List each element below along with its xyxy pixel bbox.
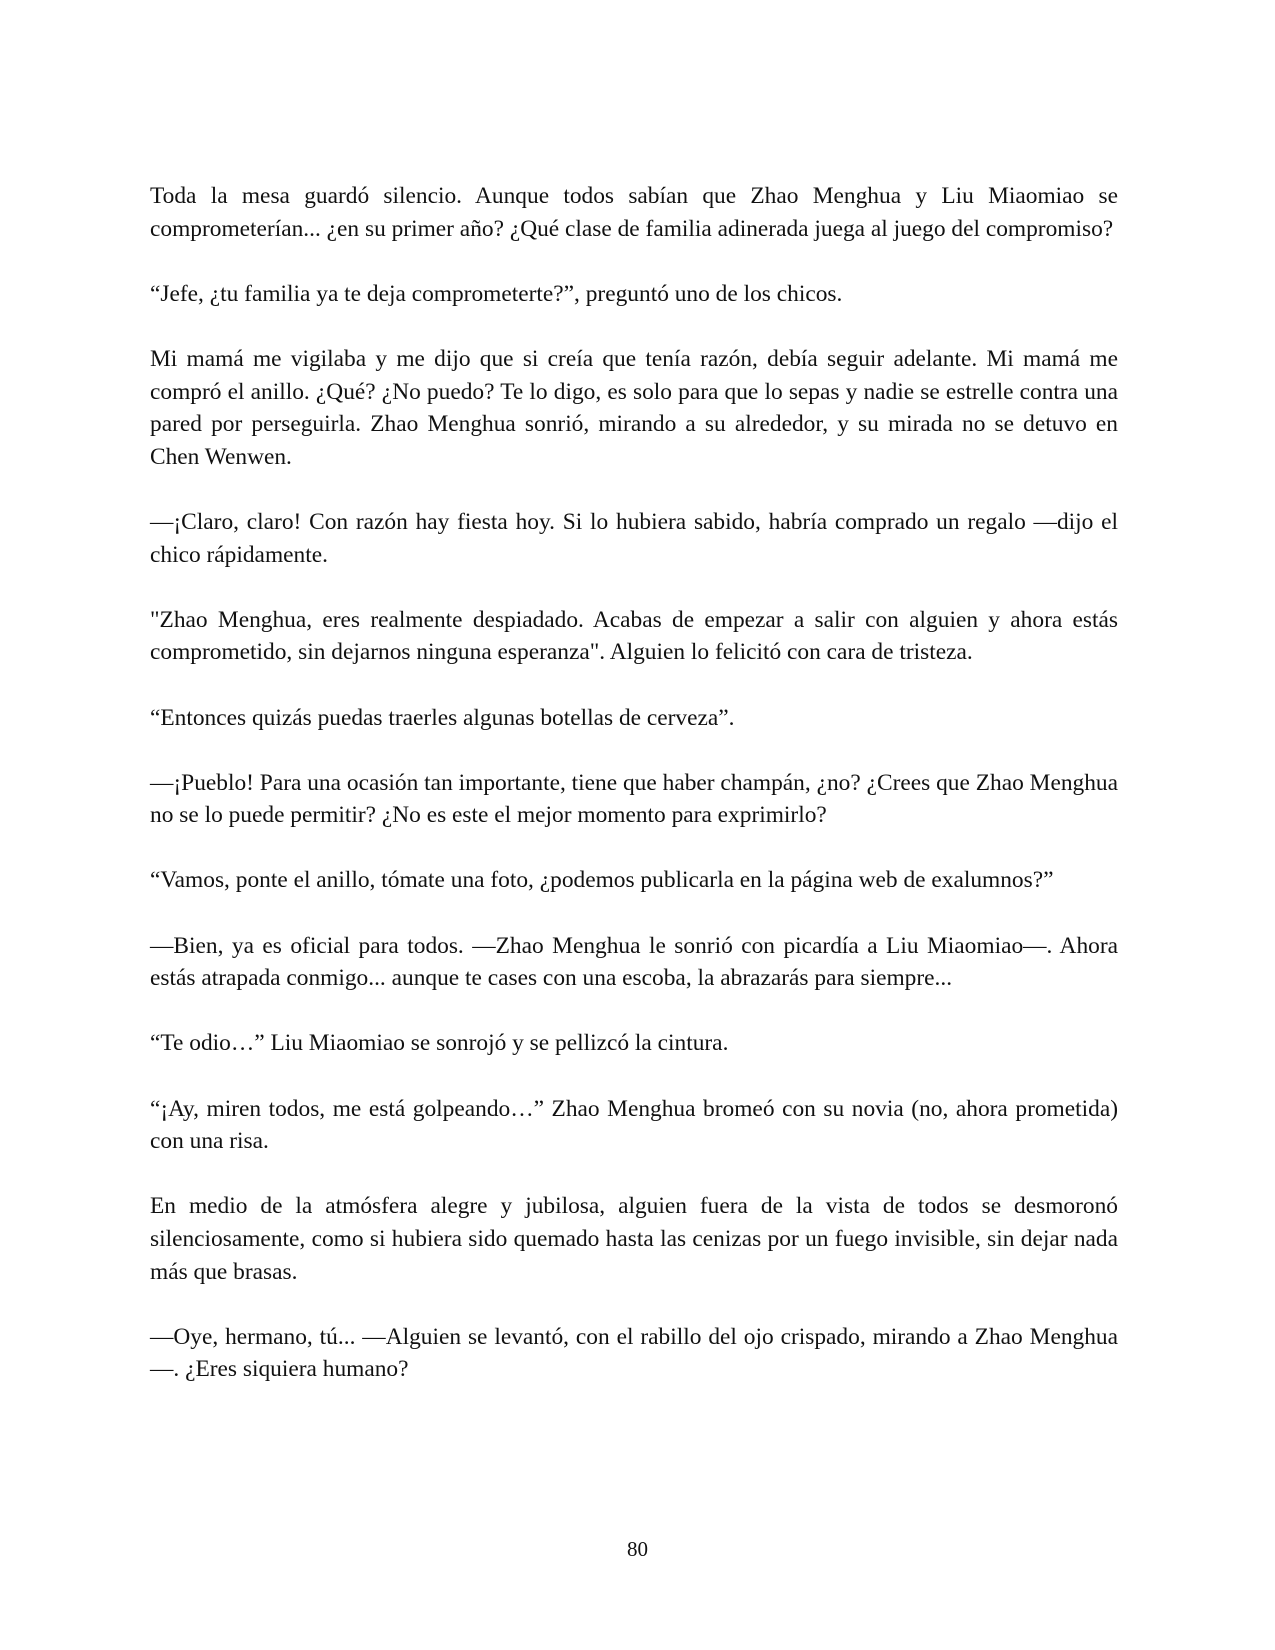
paragraph: Mi mamá me vigilaba y me dijo que si creía que tenía razón, debía seguir adelante. Mi mamá me compró el anillo. ¿Qué? ¿No puedo? Te lo digo, es solo para que lo sepas y nadie se estrelle contra una pared por perseguirla. Zhao Menghua sonrió, mirando a su alrededor, y su mirada no se detuvo en Chen Wenwen.	[150, 345, 1118, 470]
paragraph: —¡Claro, claro! Con razón hay fiesta hoy. Si lo hubiera sabido, habría comprado un regalo —dijo el chico rápidamente.	[150, 508, 1118, 568]
paragraph: “Vamos, ponte el anillo, tómate una foto, ¿podemos publicarla en la página web de exalumnos?”	[150, 867, 1054, 894]
paragraph: “Entonces quizás puedas traerles algunas botellas de cerveza”.	[150, 704, 735, 731]
body-text	[150, 180, 1118, 1386]
paragraph: —Oye, hermano, tú... —Alguien se levantó, con el rabillo del ojo crispado, mirando a Zhao Menghua—. ¿Eres siquiera humano?	[150, 1323, 1118, 1383]
paragraph: En medio de la atmósfera alegre y jubilosa, alguien fuera de la vista de todos se desmoronó silenciosamente, como si hubiera sido quemado hasta las cenizas por un fuego invisible, sin dejar nada más que brasas.	[150, 1193, 1118, 1285]
page-number: 80	[627, 1537, 648, 1561]
paragraph: —¡Pueblo! Para una ocasión tan importante, tiene que haber champán, ¿no? ¿Crees que Zhao Menghua no se lo puede permitir? ¿No es este el mejor momento para exprimirlo?	[150, 769, 1118, 829]
paragraph: Toda la mesa guardó silencio. Aunque todos sabían que Zhao Menghua y Liu Miaomiao se comprometerían... ¿en su primer año? ¿Qué clase de familia adinerada juega al juego del compromiso?	[150, 183, 1118, 242]
paragraph: “¡Ay, miren todos, me está golpeando…” Zhao Menghua bromeó con su novia (no, ahora prometida) con una risa.	[150, 1095, 1118, 1155]
paragraph: —Bien, ya es oficial para todos. —Zhao Menghua le sonrió con picardía a Liu Miaomiao—. Ahora estás atrapada conmigo... aunque te cases con una escoba, la abrazarás para siempre...	[150, 932, 1118, 992]
paragraph: “Te odio…” Liu Miaomiao se sonrojó y se pellizcó la cintura.	[150, 1030, 729, 1057]
paragraph: "Zhao Menghua, eres realmente despiadado. Acabas de empezar a salir con alguien y ahora estás comprometido, sin dejarnos ninguna esperanza". Alguien lo felicitó con cara de tristeza.	[150, 606, 1118, 666]
paragraph: “Jefe, ¿tu familia ya te deja comprometerte?”, preguntó uno de los chicos.	[150, 280, 843, 307]
